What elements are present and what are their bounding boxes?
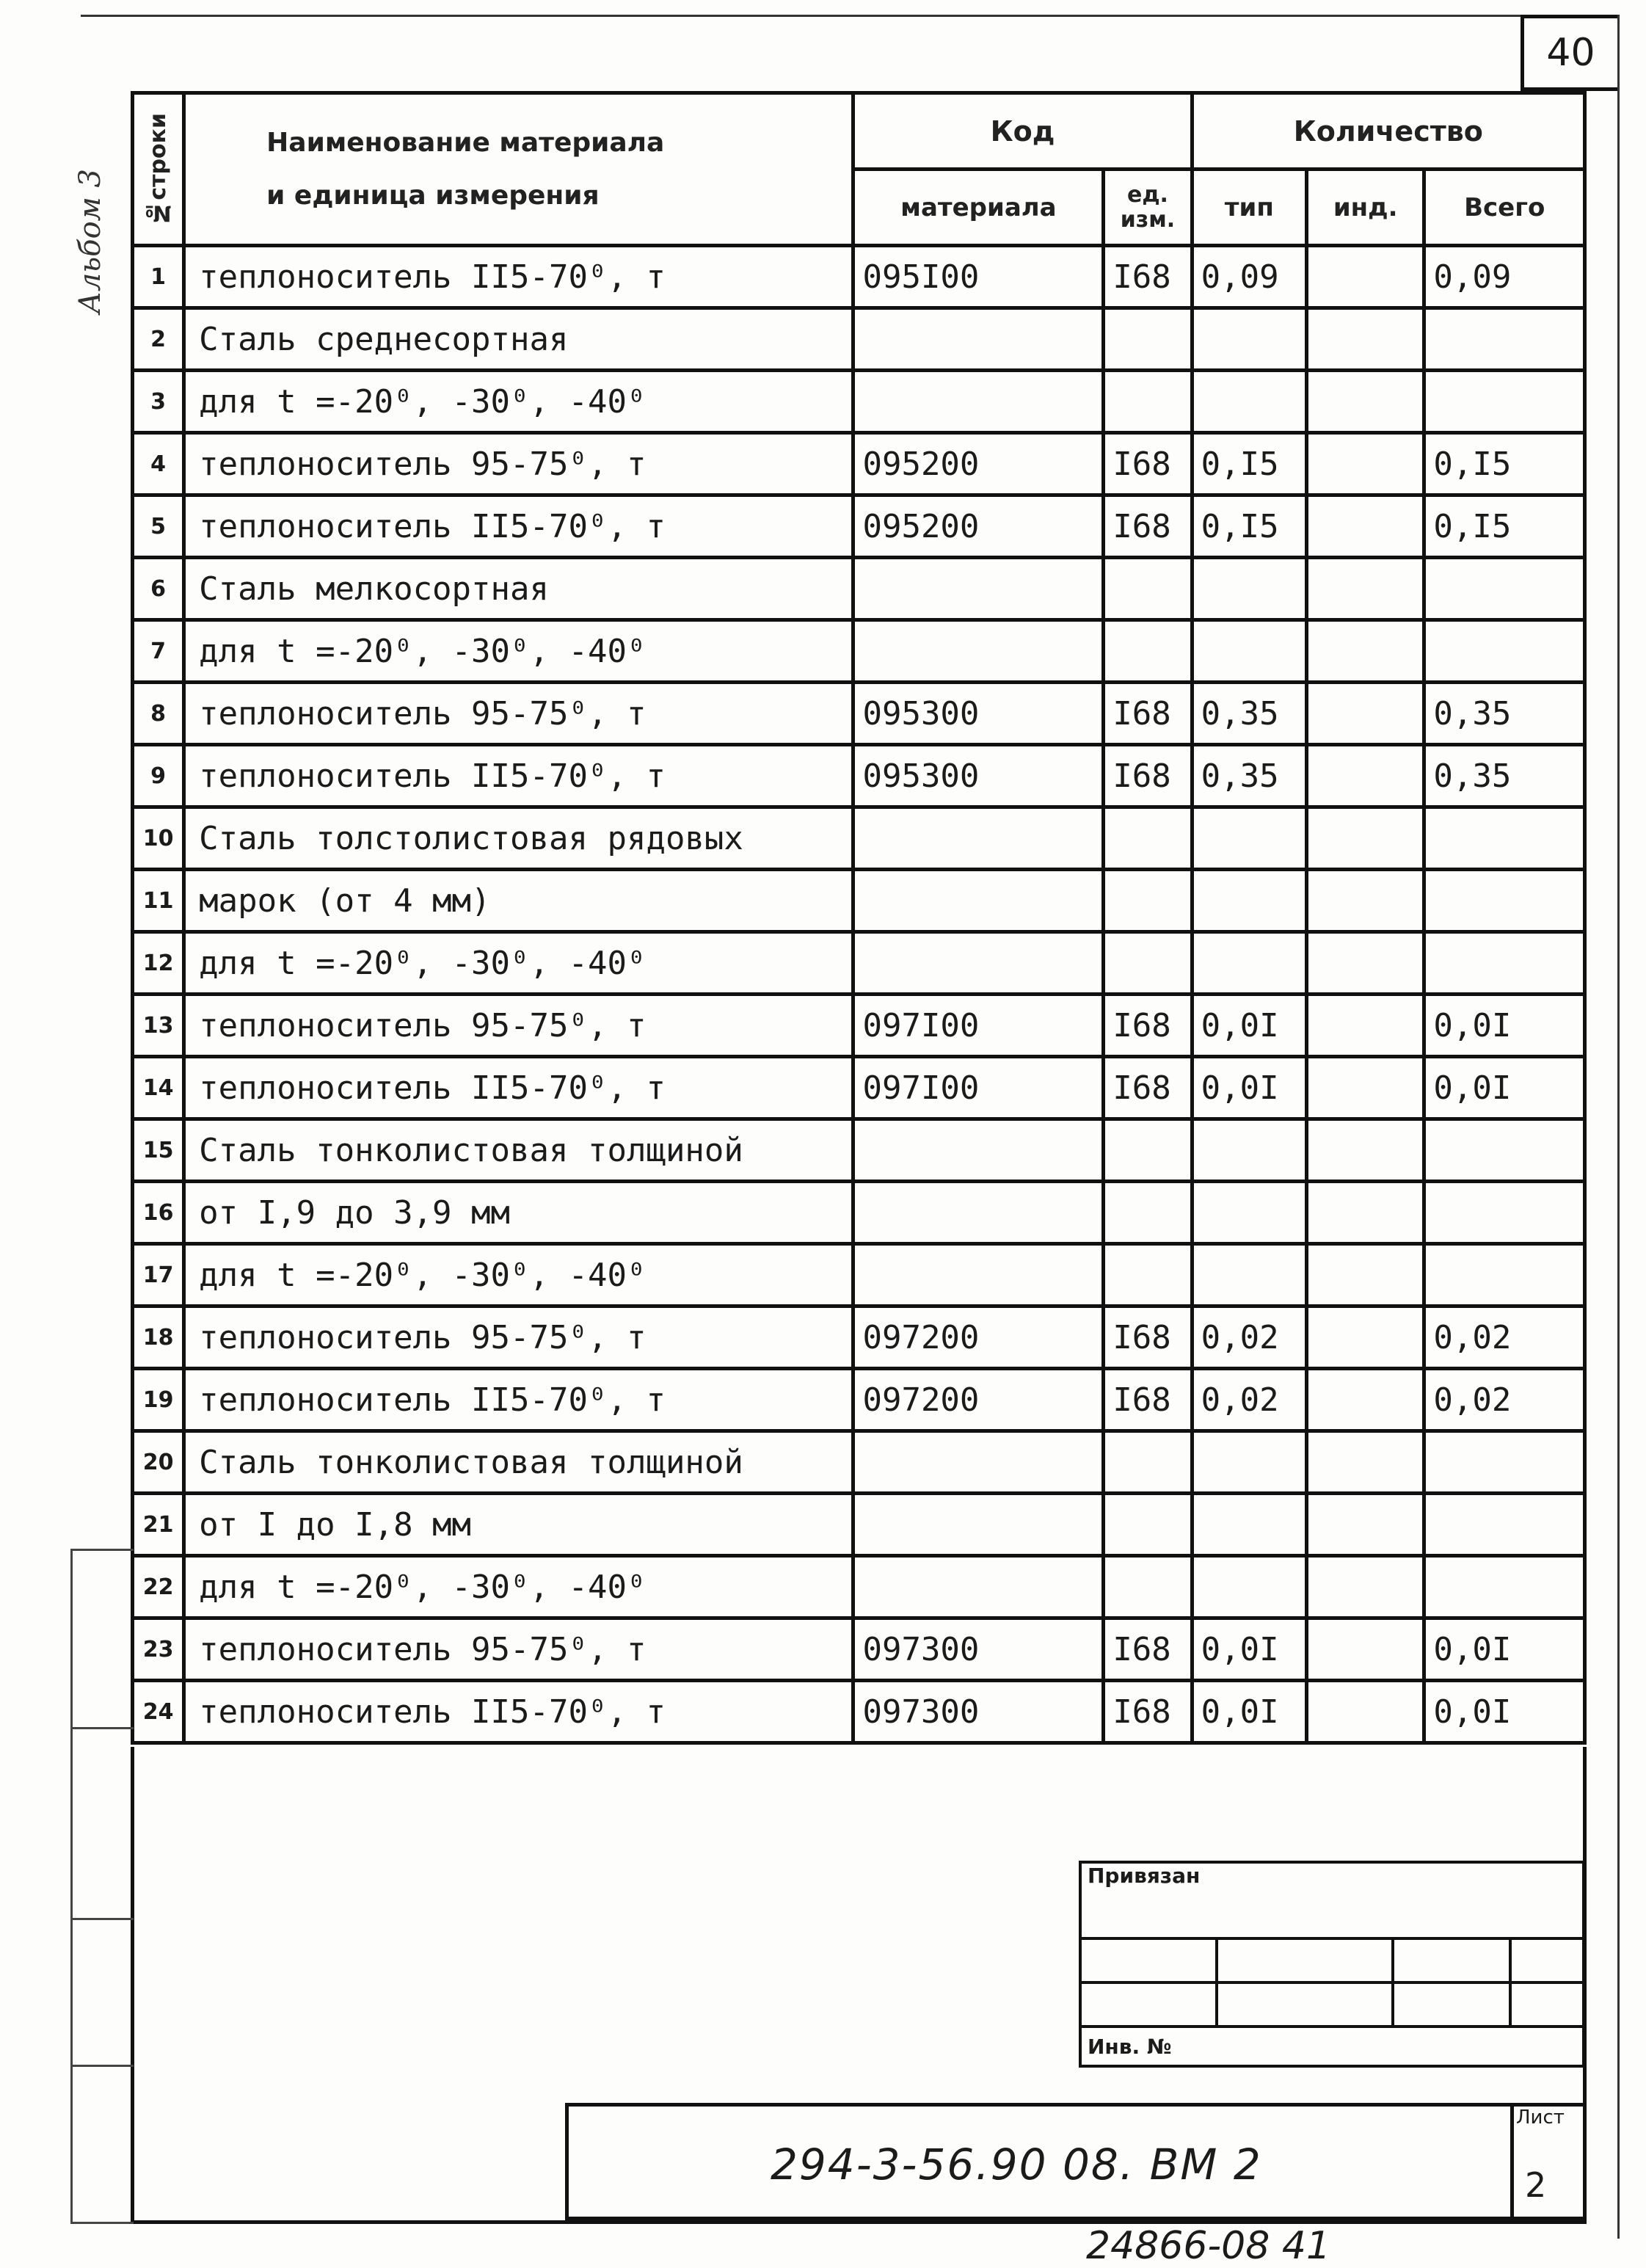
unit-code: I68 bbox=[1104, 1618, 1192, 1681]
material-name: для t =-20⁰, -30⁰, -40⁰ bbox=[184, 1244, 853, 1306]
qty-ind bbox=[1307, 1057, 1424, 1119]
row-number: 5 bbox=[133, 495, 184, 558]
qty-type bbox=[1192, 932, 1306, 995]
table-row bbox=[133, 495, 1585, 558]
table-row bbox=[133, 1182, 1585, 1244]
row-number: 8 bbox=[133, 683, 184, 745]
unit-code bbox=[1104, 1182, 1192, 1244]
qty-type: 0,I5 bbox=[1192, 433, 1306, 495]
material-code bbox=[853, 1244, 1104, 1306]
top-border-line bbox=[81, 15, 1521, 17]
material-code bbox=[853, 620, 1104, 683]
material-code: 095200 bbox=[853, 495, 1104, 558]
qty-total bbox=[1424, 932, 1585, 995]
unit-code: I68 bbox=[1104, 495, 1192, 558]
material-name: Сталь среднесортная bbox=[184, 308, 853, 371]
material-code bbox=[853, 371, 1104, 433]
qty-type: 0,02 bbox=[1192, 1369, 1306, 1431]
qty-type: 0,35 bbox=[1192, 683, 1306, 745]
unit-code bbox=[1104, 932, 1192, 995]
qty-type bbox=[1192, 1119, 1306, 1182]
qty-ind bbox=[1307, 1182, 1424, 1244]
sheet-label: Лист bbox=[1516, 2107, 1565, 2129]
row-number: 19 bbox=[133, 1369, 184, 1431]
table-row bbox=[133, 1681, 1585, 1743]
qty-ind bbox=[1307, 1119, 1424, 1182]
material-name: Сталь тонколистовая толщиной bbox=[184, 1119, 853, 1182]
qty-type bbox=[1192, 1431, 1306, 1494]
qty-type: 0,I5 bbox=[1192, 495, 1306, 558]
material-name: теплоноситель 95-75⁰, т bbox=[184, 1618, 853, 1681]
page-number: 40 bbox=[1521, 15, 1617, 91]
row-number: 7 bbox=[133, 620, 184, 683]
qty-total bbox=[1424, 1431, 1585, 1494]
linking-stamp bbox=[1079, 1861, 1585, 2068]
qty-total bbox=[1424, 558, 1585, 620]
row-number: 21 bbox=[133, 1494, 184, 1556]
qty-total bbox=[1424, 1182, 1585, 1244]
material-name: теплоноситель II5-70⁰, т bbox=[184, 1681, 853, 1743]
qty-ind bbox=[1307, 683, 1424, 745]
table-row bbox=[133, 246, 1585, 308]
qty-ind bbox=[1307, 932, 1424, 995]
material-code: 095200 bbox=[853, 433, 1104, 495]
document-code: 294-3-56.90 08. ВМ 2 bbox=[771, 2140, 1262, 2189]
unit-code: I68 bbox=[1104, 683, 1192, 745]
qty-type: 0,0I bbox=[1192, 1618, 1306, 1681]
materials-table bbox=[131, 91, 1587, 1745]
unit-code bbox=[1104, 371, 1192, 433]
qty-total: 0,0I bbox=[1424, 1057, 1585, 1119]
album-label: Альбом 3 bbox=[73, 169, 107, 314]
qty-ind bbox=[1307, 246, 1424, 308]
qty-ind bbox=[1307, 1494, 1424, 1556]
qty-type bbox=[1192, 870, 1306, 932]
table-row bbox=[133, 308, 1585, 371]
qty-total bbox=[1424, 1494, 1585, 1556]
table-row bbox=[133, 1369, 1585, 1431]
qty-type bbox=[1192, 1182, 1306, 1244]
material-name: теплоноситель 95-75⁰, т bbox=[184, 1306, 853, 1369]
material-name: Сталь тонколистовая толщиной bbox=[184, 1431, 853, 1494]
row-number: 16 bbox=[133, 1182, 184, 1244]
qty-ind bbox=[1307, 620, 1424, 683]
material-code bbox=[853, 807, 1104, 870]
unit-code bbox=[1104, 870, 1192, 932]
unit-code bbox=[1104, 1119, 1192, 1182]
qty-type: 0,0I bbox=[1192, 1681, 1306, 1743]
header-quantity: Количество bbox=[1192, 93, 1584, 170]
qty-total: 0,02 bbox=[1424, 1369, 1585, 1431]
sheet-number: 2 bbox=[1525, 2165, 1547, 2205]
header-code-unit: ед. изм. bbox=[1104, 170, 1192, 246]
qty-total bbox=[1424, 620, 1585, 683]
row-number: 20 bbox=[133, 1431, 184, 1494]
qty-total bbox=[1424, 308, 1585, 371]
qty-total: 0,0I bbox=[1424, 995, 1585, 1057]
table-row bbox=[133, 1431, 1585, 1494]
qty-type bbox=[1192, 620, 1306, 683]
material-name: для t =-20⁰, -30⁰, -40⁰ bbox=[184, 932, 853, 995]
unit-code: I68 bbox=[1104, 1681, 1192, 1743]
qty-type bbox=[1192, 308, 1306, 371]
qty-ind bbox=[1307, 1618, 1424, 1681]
material-code bbox=[853, 308, 1104, 371]
table-row bbox=[133, 807, 1585, 870]
material-code bbox=[853, 1431, 1104, 1494]
header-qty-type: тип bbox=[1192, 170, 1306, 246]
material-code: 095I00 bbox=[853, 246, 1104, 308]
material-name: для t =-20⁰, -30⁰, -40⁰ bbox=[184, 620, 853, 683]
table-row bbox=[133, 371, 1585, 433]
material-name: теплоноситель 95-75⁰, т bbox=[184, 683, 853, 745]
qty-type bbox=[1192, 807, 1306, 870]
qty-total bbox=[1424, 870, 1585, 932]
unit-code: I68 bbox=[1104, 1306, 1192, 1369]
qty-ind bbox=[1307, 495, 1424, 558]
qty-ind bbox=[1307, 1681, 1424, 1743]
material-code: 097300 bbox=[853, 1618, 1104, 1681]
qty-ind bbox=[1307, 371, 1424, 433]
qty-type bbox=[1192, 1244, 1306, 1306]
table-row bbox=[133, 932, 1585, 995]
row-number: 10 bbox=[133, 807, 184, 870]
right-border-line bbox=[1617, 15, 1620, 2239]
qty-ind bbox=[1307, 870, 1424, 932]
row-number: 11 bbox=[133, 870, 184, 932]
material-code bbox=[853, 1556, 1104, 1618]
row-number: 17 bbox=[133, 1244, 184, 1306]
qty-total: 0,09 bbox=[1424, 246, 1585, 308]
left-margin-strip bbox=[70, 1549, 134, 2224]
row-number: 22 bbox=[133, 1556, 184, 1618]
qty-total bbox=[1424, 1244, 1585, 1306]
material-code: 097200 bbox=[853, 1306, 1104, 1369]
unit-code bbox=[1104, 1431, 1192, 1494]
material-name: теплоноситель II5-70⁰, т bbox=[184, 246, 853, 308]
header-code-material: материала bbox=[853, 170, 1104, 246]
unit-code bbox=[1104, 807, 1192, 870]
qty-total: 0,35 bbox=[1424, 683, 1585, 745]
row-number: 4 bbox=[133, 433, 184, 495]
header-code: Код bbox=[853, 93, 1192, 170]
unit-code: I68 bbox=[1104, 995, 1192, 1057]
material-code bbox=[853, 870, 1104, 932]
qty-total: 0,I5 bbox=[1424, 495, 1585, 558]
qty-total: 0,02 bbox=[1424, 1306, 1585, 1369]
material-name: теплоноситель II5-70⁰, т bbox=[184, 745, 853, 807]
material-name: теплоноситель II5-70⁰, т bbox=[184, 1057, 853, 1119]
header-row-number: №строки bbox=[133, 93, 184, 246]
material-code bbox=[853, 558, 1104, 620]
table-row bbox=[133, 683, 1585, 745]
material-code bbox=[853, 1494, 1104, 1556]
qty-ind bbox=[1307, 1369, 1424, 1431]
header-qty-total: Всего bbox=[1424, 170, 1585, 246]
table-row bbox=[133, 1618, 1585, 1681]
qty-total: 0,I5 bbox=[1424, 433, 1585, 495]
table-row bbox=[133, 745, 1585, 807]
row-number: 18 bbox=[133, 1306, 184, 1369]
qty-ind bbox=[1307, 308, 1424, 371]
material-code: 095300 bbox=[853, 745, 1104, 807]
row-number: 9 bbox=[133, 745, 184, 807]
table-row bbox=[133, 1057, 1585, 1119]
material-name: марок (от 4 мм) bbox=[184, 870, 853, 932]
table-row bbox=[133, 433, 1585, 495]
table-row bbox=[133, 995, 1585, 1057]
material-code bbox=[853, 1182, 1104, 1244]
unit-code: I68 bbox=[1104, 246, 1192, 308]
table-row bbox=[133, 870, 1585, 932]
material-code bbox=[853, 932, 1104, 995]
qty-ind bbox=[1307, 1556, 1424, 1618]
qty-type bbox=[1192, 1494, 1306, 1556]
qty-ind bbox=[1307, 807, 1424, 870]
qty-ind bbox=[1307, 558, 1424, 620]
stamp-linked-label: Привязан bbox=[1080, 1862, 1584, 1938]
qty-ind bbox=[1307, 1244, 1424, 1306]
table-row bbox=[133, 1306, 1585, 1369]
table-row bbox=[133, 1494, 1585, 1556]
qty-type: 0,0I bbox=[1192, 1057, 1306, 1119]
qty-type: 0,35 bbox=[1192, 745, 1306, 807]
material-name: от I до I,8 мм bbox=[184, 1494, 853, 1556]
table-row bbox=[133, 558, 1585, 620]
qty-type: 0,0I bbox=[1192, 995, 1306, 1057]
material-name: теплоноситель II5-70⁰, т bbox=[184, 495, 853, 558]
stamp-inv-label: Инв. № bbox=[1080, 2027, 1584, 2066]
unit-code: I68 bbox=[1104, 745, 1192, 807]
row-number: 12 bbox=[133, 932, 184, 995]
unit-code: I68 bbox=[1104, 433, 1192, 495]
row-number: 3 bbox=[133, 371, 184, 433]
row-number: 24 bbox=[133, 1681, 184, 1743]
qty-ind bbox=[1307, 1431, 1424, 1494]
qty-ind bbox=[1307, 1306, 1424, 1369]
row-number: 14 bbox=[133, 1057, 184, 1119]
qty-total bbox=[1424, 1556, 1585, 1618]
qty-total: 0,35 bbox=[1424, 745, 1585, 807]
qty-total: 0,0I bbox=[1424, 1618, 1585, 1681]
qty-type bbox=[1192, 371, 1306, 433]
table-row bbox=[133, 1244, 1585, 1306]
unit-code bbox=[1104, 1556, 1192, 1618]
material-name: теплоноситель 95-75⁰, т bbox=[184, 433, 853, 495]
qty-ind bbox=[1307, 995, 1424, 1057]
unit-code bbox=[1104, 1494, 1192, 1556]
qty-type: 0,09 bbox=[1192, 246, 1306, 308]
archive-number: 24866-08 41 bbox=[1086, 2224, 1331, 2268]
header-qty-ind: инд. bbox=[1307, 170, 1424, 246]
qty-total bbox=[1424, 807, 1585, 870]
material-name: теплоноситель II5-70⁰, т bbox=[184, 1369, 853, 1431]
material-code: 097300 bbox=[853, 1681, 1104, 1743]
row-number: 6 bbox=[133, 558, 184, 620]
header-name: Наименование материала и единица измерения bbox=[184, 93, 853, 246]
material-code bbox=[853, 1119, 1104, 1182]
qty-total: 0,0I bbox=[1424, 1681, 1585, 1743]
unit-code: I68 bbox=[1104, 1057, 1192, 1119]
row-number: 23 bbox=[133, 1618, 184, 1681]
material-code: 097I00 bbox=[853, 1057, 1104, 1119]
qty-ind bbox=[1307, 433, 1424, 495]
material-code: 097200 bbox=[853, 1369, 1104, 1431]
unit-code bbox=[1104, 1244, 1192, 1306]
unit-code bbox=[1104, 308, 1192, 371]
unit-code bbox=[1104, 558, 1192, 620]
row-number: 13 bbox=[133, 995, 184, 1057]
material-code: 097I00 bbox=[853, 995, 1104, 1057]
material-name: Сталь толстолистовая рядовых bbox=[184, 807, 853, 870]
qty-type: 0,02 bbox=[1192, 1306, 1306, 1369]
table-row bbox=[133, 620, 1585, 683]
qty-ind bbox=[1307, 745, 1424, 807]
row-number: 15 bbox=[133, 1119, 184, 1182]
row-number: 2 bbox=[133, 308, 184, 371]
unit-code: I68 bbox=[1104, 1369, 1192, 1431]
material-name: от I,9 до 3,9 мм bbox=[184, 1182, 853, 1244]
material-name: Сталь мелкосортная bbox=[184, 558, 853, 620]
table-row bbox=[133, 1119, 1585, 1182]
material-name: для t =-20⁰, -30⁰, -40⁰ bbox=[184, 1556, 853, 1618]
material-code: 095300 bbox=[853, 683, 1104, 745]
qty-total bbox=[1424, 1119, 1585, 1182]
material-name: теплоноситель 95-75⁰, т bbox=[184, 995, 853, 1057]
unit-code bbox=[1104, 620, 1192, 683]
row-number: 1 bbox=[133, 246, 184, 308]
material-name: для t =-20⁰, -30⁰, -40⁰ bbox=[184, 371, 853, 433]
table-row bbox=[133, 1556, 1585, 1618]
qty-total bbox=[1424, 371, 1585, 433]
qty-type bbox=[1192, 558, 1306, 620]
qty-type bbox=[1192, 1556, 1306, 1618]
